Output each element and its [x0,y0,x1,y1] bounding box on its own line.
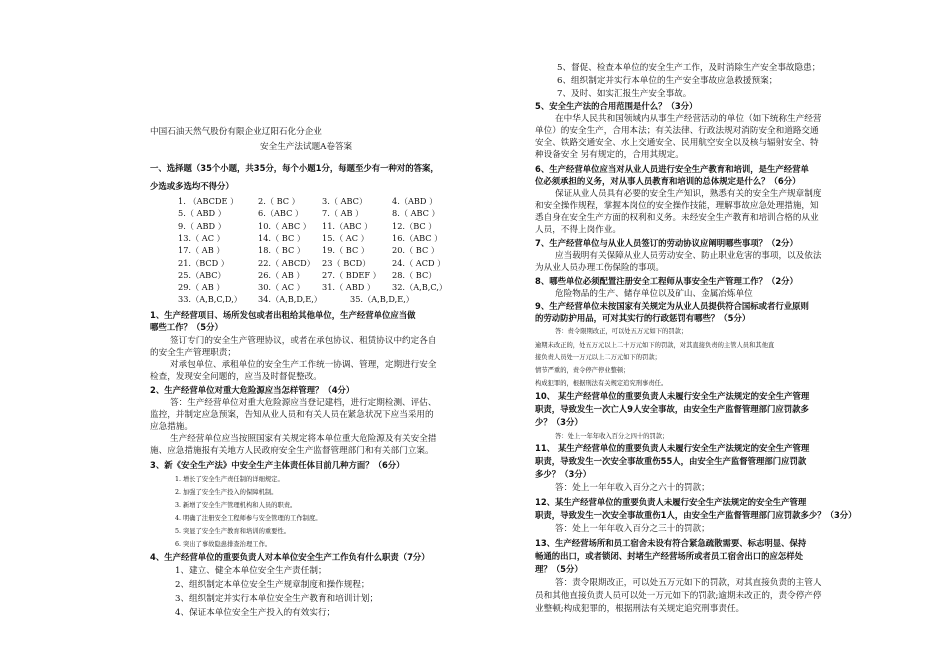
answer-6-line: 保证从业人员具有必要的安全生产知识，熟悉有关的安全生产规章制度 [555,189,822,199]
question-7: 7、生产经营单位与从业人员签订的劳动协议应阐明哪些事项？（2分） [535,238,798,248]
answer-cell: 29.（ AB ） [178,282,225,293]
answer-6-line: 人员，不得上岗作业。 [535,225,621,235]
answer-cell: 24.（ ACD ） [392,257,446,268]
answer-5-line: 在中华人民共和国领域内从事生产经营活动的单位（如下统称生产经营 [555,114,822,124]
answer-2-line: 监控，并制定应急预案，告知从业人员和有关人员在紧急状况下应当采用的 [150,410,434,420]
question-6: 6、生产经营单位应当对从业人员进行安全生产教育和培训，是生产经营单 [535,164,809,174]
q4-item: 1、建立、健全本单位安全生产责任制； [175,566,327,576]
answer-cell: 8.（ ABC ） [392,208,440,219]
answer-cell: 4.（ABD ） [392,196,438,206]
answer-cell: 26.（ AB ） [258,269,305,280]
answer-cell: 3.（ ABC） [322,196,368,206]
answer-1-line: 对承包单位、承租单位的安全生产工作统一协调、管理，定期进行安全 [170,360,437,370]
answer-cell: 28.（ BC） [392,269,437,280]
question-2: 2、生产经营单位对重大危险源应当怎样管理？（4分） [150,385,355,395]
question-1-cont: 哪些工作？（5分） [150,322,223,332]
answer-cell: 11.（ABC ） [322,220,373,231]
answer-11: 答：处上一年年收入百分之六十的罚款； [555,483,710,493]
question-4: 4、生产经营单位的重要负责人对本单位安全生产工作负有什么职责（7分） [150,552,430,562]
answer-9-line: 答：责令限期改正，可以处五万元如下的罚款； [555,328,688,335]
answer-cell: 9.（ ABD ） [178,220,226,231]
question-13: 13、生产经营场所和员工宿舍未设有符合紧急疏散需要、标志明显、保持 [535,538,807,548]
q4-item: 3、组织制定并实行本单位安全生产教育和培训计划； [175,594,379,604]
answer-cell: 25.（ABC） [178,269,226,280]
question-11-cont: 多少？（3分） [535,469,592,479]
answer-cell: 2.（ BC ） [258,196,300,206]
answer-cell: 5.（ ABD ） [178,208,226,219]
question-9-cont: 的劳动防护用品，可对其实行的行政惩罚有哪些？（5分） [535,313,751,323]
answer-cell: 19.（ BC ） [322,245,370,256]
question-5: 5、安全生产法的合用范围是什么？（3分） [535,101,698,111]
question-10-cont: 少？（3分） [535,417,583,427]
answer-cell: 15.（ AC ） [322,232,369,243]
answer-cell: 32.（A,B,C,） [392,282,448,293]
answer-cell: 12.（BC ） [392,220,437,231]
answer-cell: 14.（ BC ） [258,232,306,243]
answer-cell: 22.（ ABCD） [258,257,315,268]
q3-item: 6. 突出了事故隐患排查治理工作。 [175,541,272,548]
answer-6-line: 悉自身在安全生产方面的权利和义务。未经安全生产教育和培训合格的从业 [535,213,819,223]
answer-cell: 10.（ ABC ） [258,220,311,231]
answer-2-line: 应急措施。 [150,422,193,432]
answer-8-line: 危险物品的生产、储存单位以及矿山、金属冶炼单位 [555,289,753,299]
section-heading-cont: 少选或多选均不得分） [150,181,234,191]
answer-2-line: 答：生产经营单位对重大危险源应当登记建档，进行定期检测、评估、 [170,398,437,408]
section-heading: 一、选择题（35个小题，共35分，每个小题1分，每题至少有一种对的答案， [150,163,439,173]
question-11: 11、 某生产经营单位的重要负责人未履行安全生产法规定的安全生产管理 [535,443,810,453]
q3-item: 2. 加强了安全生产投入的保障机制。 [175,489,278,496]
answer-9-line: 逾期未改正的，处五万元以上二十万元如下的罚款，对其直接负责的主管人员和其他直 [535,342,775,349]
answer-6-line: 和安全操作规程，掌握本岗位的安全操作技能，理解事故应急处理措施，知 [535,201,819,211]
question-10: 10、 某生产经营单位的重要负责人未履行安全生产法规定的安全生产管理 [535,391,810,401]
document-title: 安全生产法试题A卷答案 [260,142,353,152]
q4-item: 7、及时、如实汇报生产安全事故。 [557,89,692,99]
question-1: 1、生产经营项目、场所发包或者出租给其他单位，生产经营单位应当做 [150,310,416,320]
answer-cell: 16.（ABC ） [392,232,443,243]
question-6-cont: 位必须承担的义务，对从事人员教育和培训的总体规定是什么？（6分） [535,176,801,186]
answer-5-line: 安全、铁路交通安全、水上交通安全、民用航空安全以及核与辐射安全、特 [535,138,819,148]
answer-1-line: 的安全生产管理职责； [150,348,236,358]
answer-cell: 17.（ AB ） [178,245,225,256]
question-12: 12、某生产经营单位的重要负责人未履行安全生产法规定的安全生产管理 [535,497,807,507]
answer-1-line: 签订专门的安全生产管理协议，或者在承包协议、租赁协议中约定各自 [170,336,437,346]
answer-cell: 33.（A,B,C,D,） [178,294,242,305]
answer-9-line: 情节严重的，责令停产停业整顿； [535,367,630,374]
answer-12: 答：处上一年年收入百分之三十的罚款； [555,524,710,534]
answer-cell: 18.（ BC ） [258,245,306,256]
answer-2-line: 施、应急措施报有关地方人民政府安全生产监督管理部门和有关部门立案。 [150,446,434,456]
answer-9-line: 构成犯罪的，根据刑法有关规定追究刑事责任。 [535,380,668,387]
question-9: 9、生产经营单位未按国家有关规定为从业人员提供符合国标或者行业原则 [535,301,809,311]
question-10-cont: 职责，导致发生一次亡人9人安全事故，由安全生产监督管理部门应罚款多 [535,404,809,414]
q4-item: 5、督促、检查本单位的安全生产工作，及时消除生产安全事故隐患； [557,63,821,73]
answer-cell: 30.（ AC ） [258,282,305,293]
answer-cell: 21.（BCD ） [178,257,229,268]
answer-cell: 1. （ABCDE ） [178,196,239,206]
answer-cell: 27.（ BDEF ） [322,269,381,280]
q4-item: 2、组织制定本单位安全生产规章制度和操作规程； [175,580,370,590]
answer-cell: 23（ BCD） [322,257,371,268]
answer-13-line: 员和其他直接负责人员可以处一万元如下的罚款;逾期未改正的，责令停产停 [535,591,822,601]
q3-item: 3. 新增了安全生产管理机构和人员的职责。 [175,502,297,509]
question-3: 3、新《安全生产法》中安全生产主体责任体目前几种方面？（6分） [150,460,405,470]
answer-5-line: 单位）的安全生产，合用本法；有关法律、行政法规对消防安全和道路交通 [535,126,819,136]
answer-13-line: 业整顿;构成犯罪的，根据刑法有关规定追究刑事责任。 [535,604,745,614]
question-13-cont: 理？（5分） [535,564,583,574]
answer-cell: 13.（ AC ） [178,232,225,243]
answer-5-line: 种设备安全 另有规定的，合用其规定。 [535,150,684,160]
answer-cell: 7.（ AB ） [322,208,364,219]
answer-cell: 20.（ BC ） [392,245,440,256]
question-12-cont: 职责，导致发生一次安全事故重伤1人，由安全生产监督管理部门应罚款多少？（3分） [535,510,857,520]
answer-9-line: 接负责人员处一万元以上二万元如下的罚款； [535,354,661,361]
answer-cell: 6.（ABC ） [258,208,304,219]
answer-cell: 31.（ ABD ） [322,282,376,293]
answer-1-line: 检查，发现安全问题的，应当及时督促整改。 [150,372,322,382]
answer-2-line: 生产经营单位应当按照国家有关规定将本单位重大危险源及有关安全措 [170,434,437,444]
answer-cell: 34.（A,B,D,E,） [258,294,322,305]
answer-13-line: 答：责令限期改正，可以处五万元如下的罚款，对其直接负责的主管人 [555,578,822,588]
q4-item: 6、组织制定并实行本单位的生产安全事故应急救援预案； [557,76,778,86]
question-8: 8、哪些单位必须配置注册安全工程师从事安全生产管理工作？（2分） [535,276,798,286]
question-11-cont: 职责，导致发生一次安全事故重伤55人，由安全生产监督管理部门应罚款 [535,456,807,466]
answer-cell: 35.（A,B,D,E,） [350,294,414,305]
q3-item: 5. 突显了安全生产教育和培训的重要性。 [175,528,291,535]
question-13-cont: 畅通的出口，或者锁闭、封堵生产经营场所或者员工宿舍出口的应怎样处 [535,551,803,561]
q3-item: 4. 明确了注册安全工程师参与安全管理的工作制度。 [175,515,322,522]
q4-item: 4、保证本单位安全生产投入的有效实行； [175,608,336,618]
q3-item: 1. 增长了安全生产责任制的详细规定。 [175,476,284,483]
answer-7-line: 应当载明有关保障从业人员劳动安全、防止职业危害的事项，以及依法 [555,251,822,261]
company-name: 中国石油天然气股份有限企业辽阳石化分企业 [150,127,322,137]
answer-7-line: 为从业人员办理工伤保险的事项。 [535,263,664,273]
answer-10: 答：处上一年年收入百分之四十的罚款； [555,433,669,440]
